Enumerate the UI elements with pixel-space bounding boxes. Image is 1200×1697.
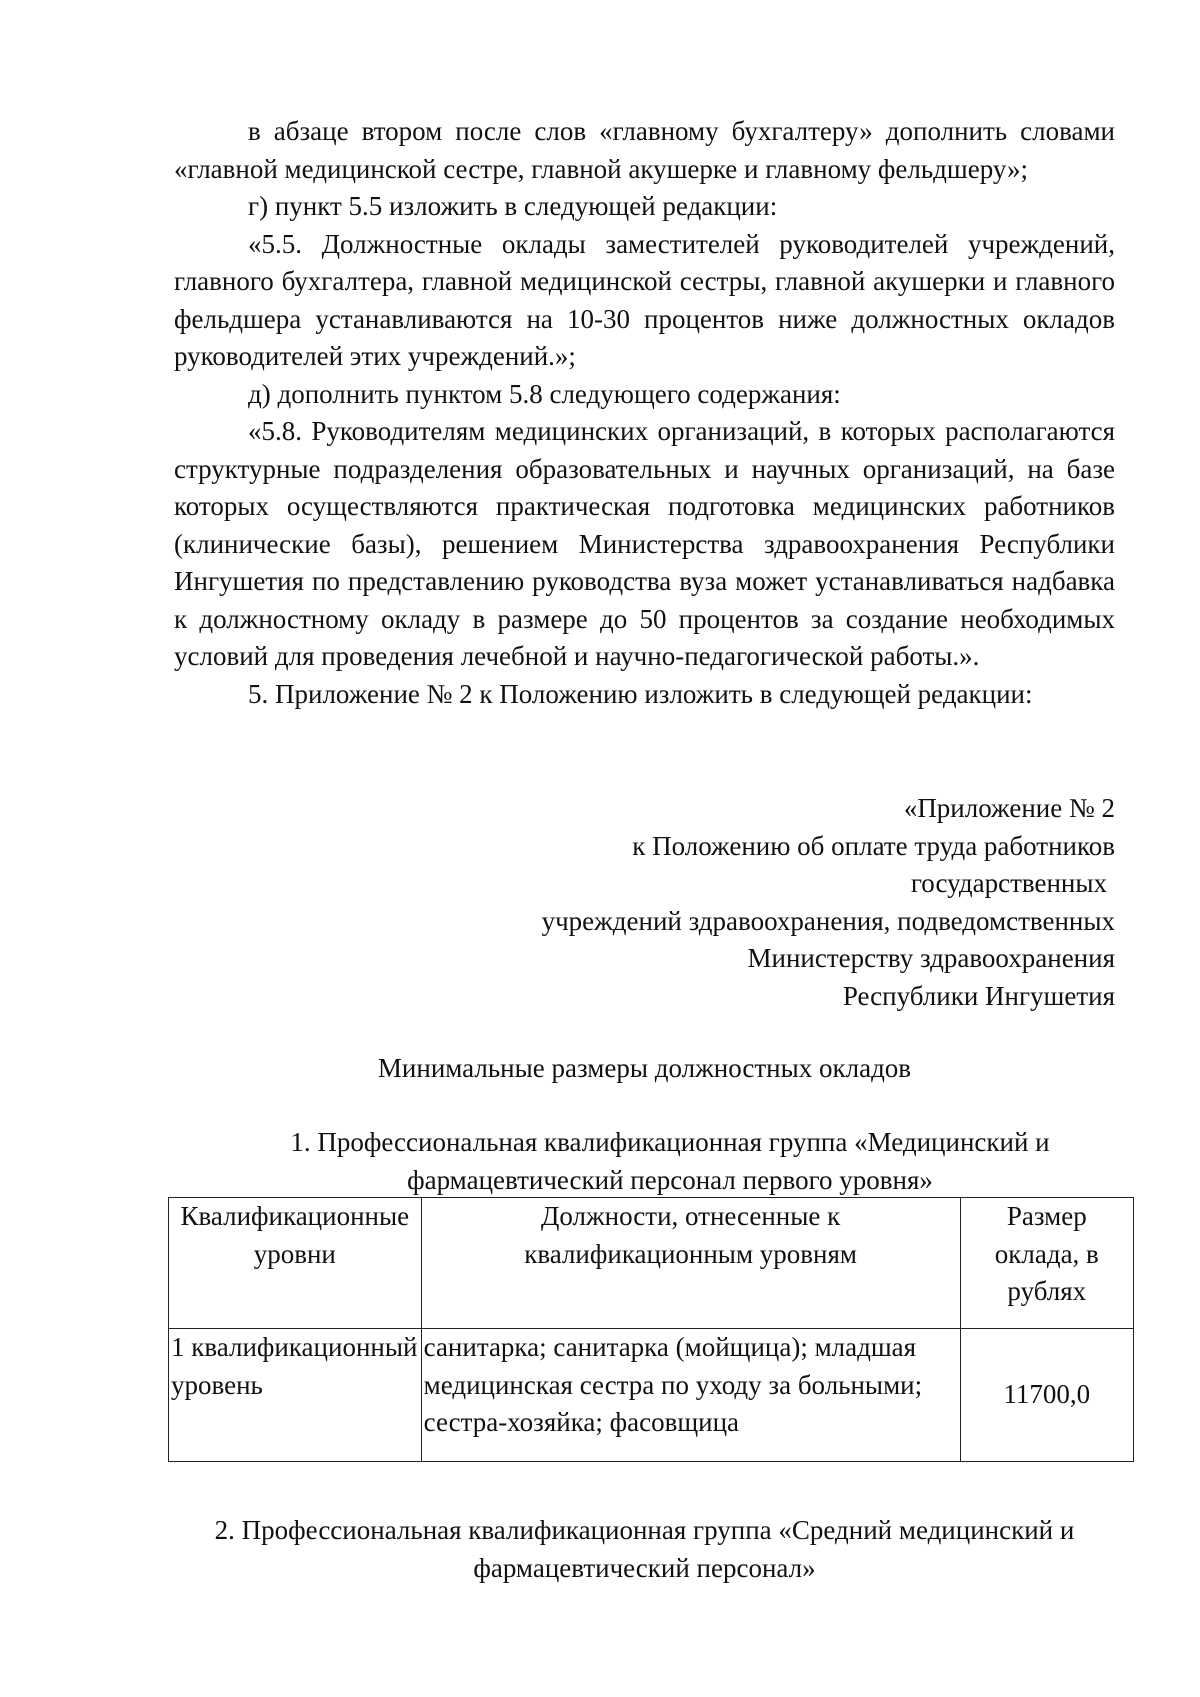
group-1-title-line: фармацевтический персонал первого уровня» <box>407 1164 933 1195</box>
table-row <box>169 1329 1134 1462</box>
cell-salary: 11700,0 <box>960 1329 1133 1462</box>
group-2-title <box>174 1512 1115 1587</box>
appendix-line: государственных <box>910 868 1107 898</box>
header-levels: Квалификационные уровни <box>169 1198 422 1329</box>
appendix-line: «Приложение № 2 <box>903 793 1115 823</box>
amendment-text <box>174 113 1115 713</box>
cell-level: 1 квалификационный уровень <box>169 1329 422 1462</box>
paragraph-punkt-g: г) пункт 5.5 изложить в следующей редакции: <box>248 191 778 221</box>
cell-positions: санитарка; санитарка (мойщица); младшая медицинская сестра по уходу за больными; сестра-хозяйка; фасовщица <box>421 1329 960 1462</box>
paragraph-punkt-d: д) дополнить пунктом 5.8 следующего содержания: <box>248 378 841 409</box>
appendix-header <box>174 790 1115 1015</box>
group-2-title-line: 2. Профессиональная квалификационная группа «Средний медицинский и <box>214 1515 1075 1545</box>
header-salary: Размер оклада, в рублях <box>960 1198 1133 1329</box>
appendix-line: Республики Ингушетия <box>842 980 1115 1011</box>
header-positions: Должности, отнесенные к квалификационным уровням <box>421 1198 960 1329</box>
appendix-line: к Положению об оплате труда работников <box>632 830 1115 861</box>
salary-table <box>168 1197 1134 1462</box>
group-1-title <box>200 1124 1140 1199</box>
table-header-row <box>169 1198 1134 1329</box>
group-1-title-line: 1. Профессиональная квалификационная группа «Медицинский и <box>290 1127 1050 1157</box>
paragraph-punkt-5-5: «5.5. Должностные оклады заместителей руководителей учреждений, главного бухгалтера, главной медицинской сестры, главной акушерки и главного фельдшера устанавливаются на 10-30 процентов ниже должностных окладов руководителей этих учреждений.»; <box>174 228 1115 371</box>
paragraph-abzac-vtoroy: в абзаце втором после слов «главному бухгалтеру» дополнить словами «главной медицинской сестре, главной акушерке и главному фельдшеру»; <box>174 116 1115 184</box>
appendix-line: учреждений здравоохранения, подведомственных <box>541 905 1115 936</box>
appendix-line: Министерству здравоохранения <box>747 943 1115 973</box>
paragraph-punkt-5-8: «5.8. Руководителям медицинских организаций, в которых располагаются структурные подразделения образовательных и научных организаций, на базе которых осуществляются практическая подготовка медицинских работников (клинические базы), решением Министерства здравоохранения Республики Ингушетия по представлению руководства вуза может устанавливаться надбавка к должностному окладу в размере до 50 процентов за создание необходимых условий для проведения лечебной и научно-педагогической работы.». <box>174 416 1115 671</box>
group-2-title-line: фармацевтический персонал» <box>473 1552 816 1583</box>
paragraph-punkt-5: 5. Приложение № 2 к Положению изложить в следующей редакции: <box>248 678 1033 709</box>
table-title: Минимальные размеры должностных окладов <box>377 1053 912 1083</box>
